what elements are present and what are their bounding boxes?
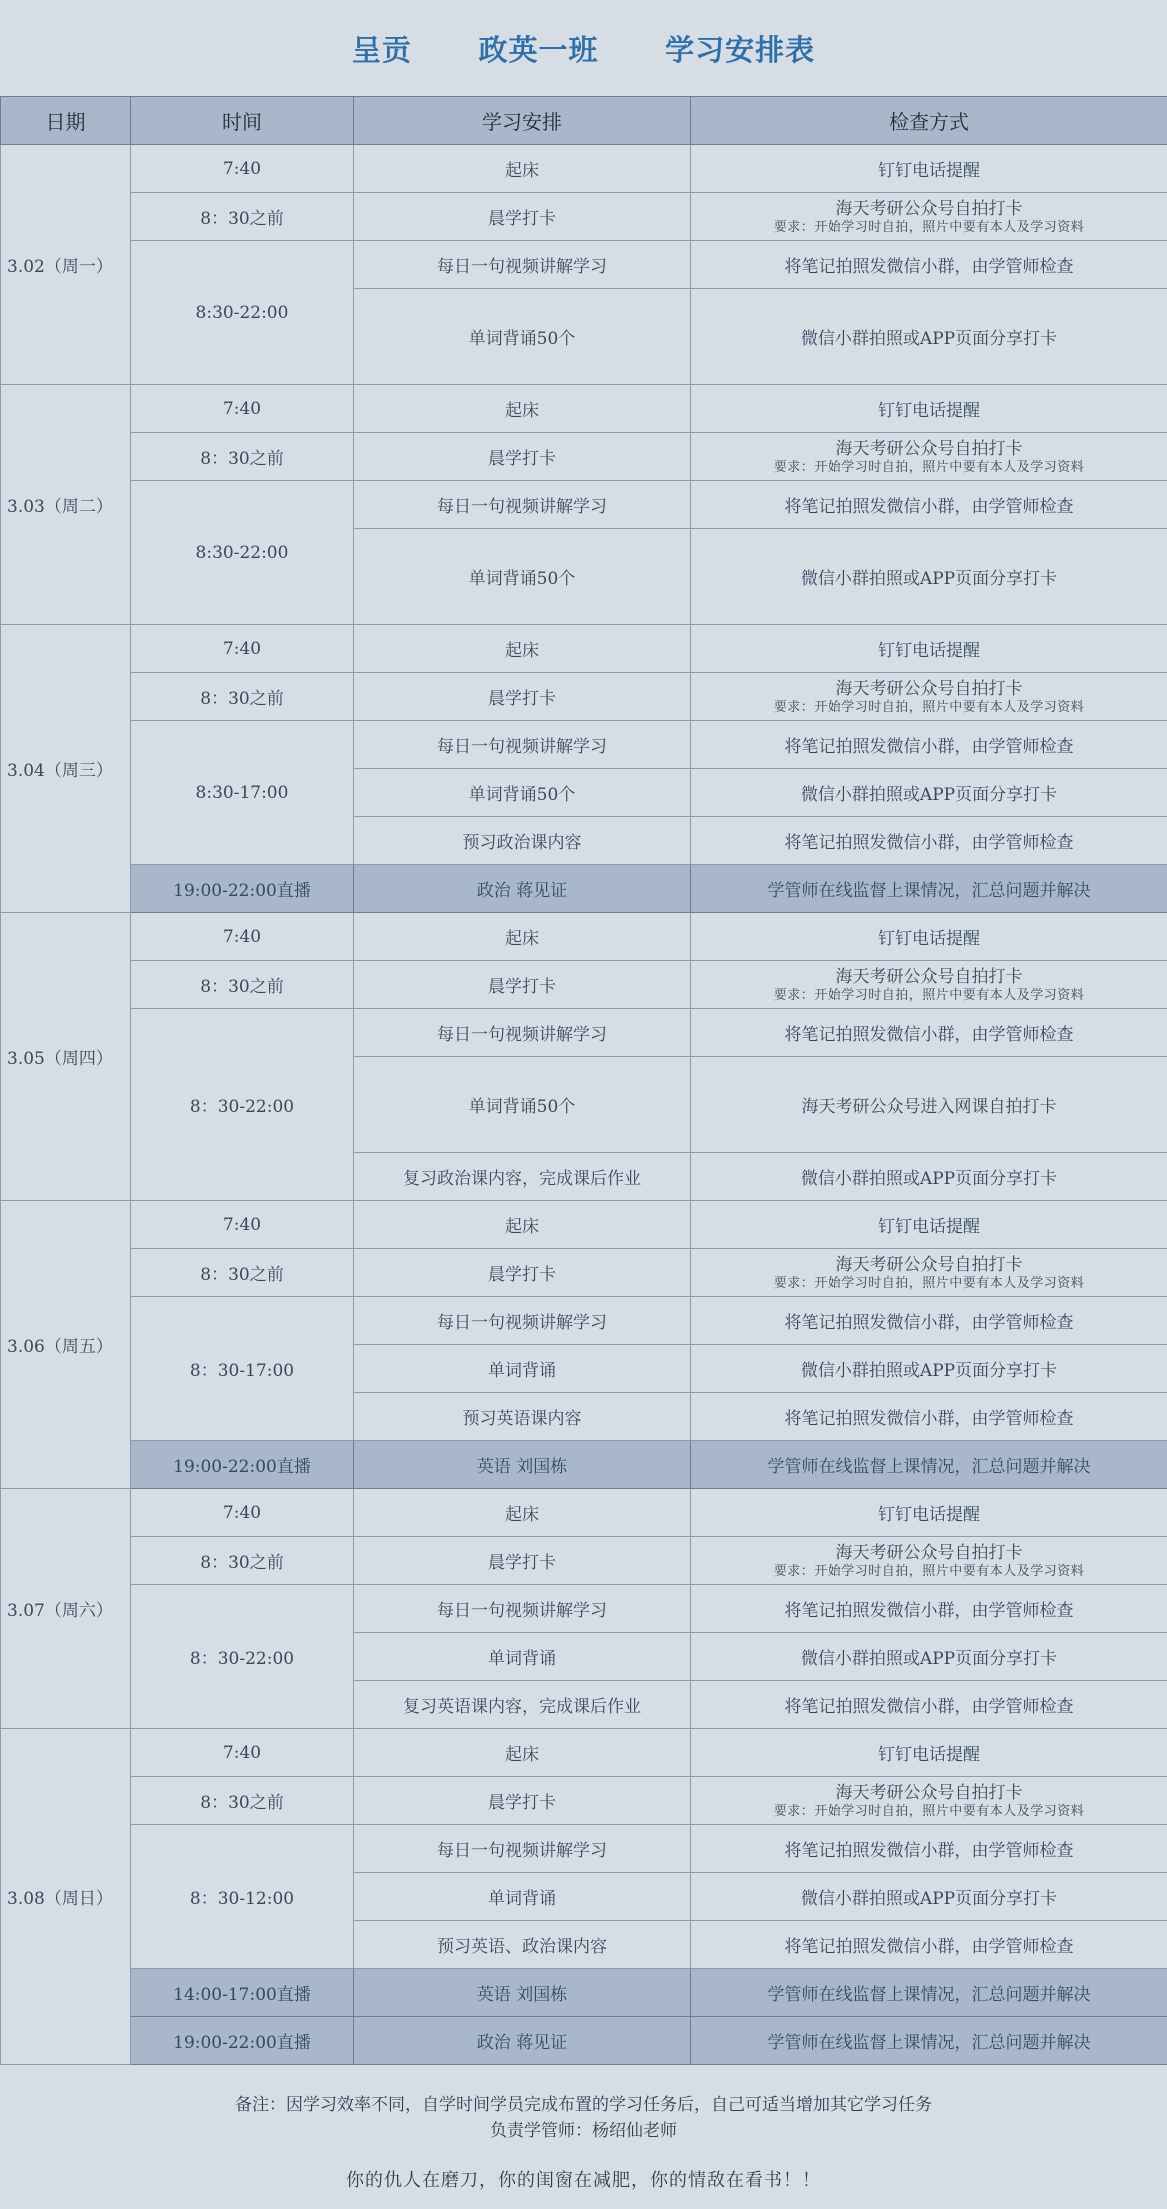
check-cell: 微信小群拍照或APP页面分享打卡	[691, 1153, 1167, 1201]
plan-cell: 复习英语课内容，完成课后作业	[354, 1681, 691, 1729]
time-cell: 7:40	[131, 145, 354, 193]
check-cell: 钉钉电话提醒	[691, 385, 1167, 433]
table-row	[1, 385, 1167, 433]
time-cell: 7:40	[131, 385, 354, 433]
plan-cell: 起床	[354, 1489, 691, 1537]
plan-cell: 晨学打卡	[354, 961, 691, 1009]
table-row	[1, 1777, 1167, 1825]
time-cell: 8:30-22:00	[131, 481, 354, 625]
footer	[0, 2064, 1167, 2209]
check-cell: 钉钉电话提醒	[691, 913, 1167, 961]
table-row	[1, 481, 1167, 529]
check-main: 海天考研公众号自拍打卡	[835, 966, 1023, 987]
table-row	[1, 433, 1167, 481]
table-row	[1, 1009, 1167, 1057]
plan-cell: 每日一句视频讲解学习	[354, 241, 691, 289]
time-cell: 8：30之前	[131, 433, 354, 481]
plan-cell: 晨学打卡	[354, 1537, 691, 1585]
plan-cell: 复习政治课内容，完成课后作业	[354, 1153, 691, 1201]
time-cell: 8：30-17:00	[131, 1297, 354, 1441]
check-main: 海天考研公众号自拍打卡	[835, 1542, 1023, 1563]
check-main: 海天考研公众号自拍打卡	[835, 198, 1023, 219]
time-cell: 8：30之前	[131, 193, 354, 241]
check-cell: 将笔记拍照发微信小群，由学管师检查	[691, 1921, 1167, 1969]
plan-cell: 单词背诵50个	[354, 529, 691, 625]
table-row	[1, 145, 1167, 193]
time-cell: 19:00-22:00直播	[131, 2017, 354, 2065]
table-row	[1, 1825, 1167, 1873]
live-class-row	[1, 1969, 1167, 2017]
check-cell: 微信小群拍照或APP页面分享打卡	[691, 1345, 1167, 1393]
time-cell: 8：30之前	[131, 961, 354, 1009]
check-cell: 学管师在线监督上课情况，汇总问题并解决	[691, 2017, 1167, 2065]
plan-cell: 晨学打卡	[354, 673, 691, 721]
time-cell: 7:40	[131, 913, 354, 961]
check-cell: 学管师在线监督上课情况，汇总问题并解决	[691, 865, 1167, 913]
check-note: 要求：开始学习时自拍，照片中要有本人及学习资料	[773, 987, 1085, 1003]
plan-cell: 起床	[354, 385, 691, 433]
plan-cell: 起床	[354, 625, 691, 673]
check-cell: 钉钉电话提醒	[691, 1729, 1167, 1777]
check-cell: 将笔记拍照发微信小群，由学管师检查	[691, 241, 1167, 289]
plan-cell: 起床	[354, 1201, 691, 1249]
check-note: 要求：开始学习时自拍，照片中要有本人及学习资料	[773, 1803, 1085, 1819]
table-row	[1, 1297, 1167, 1345]
plan-cell: 政治 蒋见证	[354, 865, 691, 913]
check-cell: 学管师在线监督上课情况，汇总问题并解决	[691, 1441, 1167, 1489]
plan-cell: 晨学打卡	[354, 433, 691, 481]
check-cell: 微信小群拍照或APP页面分享打卡	[691, 1873, 1167, 1921]
plan-cell: 每日一句视频讲解学习	[354, 1825, 691, 1873]
check-cell	[691, 961, 1167, 1009]
plan-cell: 起床	[354, 1729, 691, 1777]
check-cell: 将笔记拍照发微信小群，由学管师检查	[691, 817, 1167, 865]
plan-cell: 每日一句视频讲解学习	[354, 1585, 691, 1633]
time-cell: 7:40	[131, 1729, 354, 1777]
check-cell: 钉钉电话提醒	[691, 145, 1167, 193]
plan-cell: 英语 刘国栋	[354, 1441, 691, 1489]
time-cell: 8:30-22:00	[131, 241, 354, 385]
check-note: 要求：开始学习时自拍，照片中要有本人及学习资料	[773, 219, 1085, 235]
check-cell: 微信小群拍照或APP页面分享打卡	[691, 1633, 1167, 1681]
check-note: 要求：开始学习时自拍，照片中要有本人及学习资料	[773, 1563, 1085, 1579]
check-cell	[691, 1537, 1167, 1585]
table-row	[1, 1489, 1167, 1537]
check-cell: 钉钉电话提醒	[691, 625, 1167, 673]
plan-cell: 每日一句视频讲解学习	[354, 721, 691, 769]
time-cell: 7:40	[131, 1489, 354, 1537]
plan-cell: 每日一句视频讲解学习	[354, 1297, 691, 1345]
live-class-row	[1, 865, 1167, 913]
live-class-row	[1, 1441, 1167, 1489]
page-title: 呈贡 政英一班 学习安排表	[351, 32, 816, 67]
date-cell: 3.02（周一）	[1, 145, 131, 385]
table-row	[1, 1249, 1167, 1297]
plan-cell: 单词背诵50个	[354, 289, 691, 385]
footer-note: 备注：因学习效率不同，自学时间学员完成布置的学习任务后，自己可适当增加其它学习任务	[235, 2095, 932, 2115]
plan-cell: 政治 蒋见证	[354, 2017, 691, 2065]
check-cell	[691, 1777, 1167, 1825]
plan-cell: 预习英语、政治课内容	[354, 1921, 691, 1969]
footer-motto: 你的仇人在磨刀，你的闺窗在减肥，你的情敌在看书！！	[346, 2170, 821, 2191]
time-cell: 8：30-22:00	[131, 1009, 354, 1201]
table-row	[1, 241, 1167, 289]
check-cell	[691, 193, 1167, 241]
check-cell: 将笔记拍照发微信小群，由学管师检查	[691, 1585, 1167, 1633]
check-cell	[691, 1249, 1167, 1297]
date-cell: 3.03（周二）	[1, 385, 131, 625]
plan-cell: 晨学打卡	[354, 1777, 691, 1825]
header-plan: 学习安排	[354, 97, 691, 145]
time-cell: 19:00-22:00直播	[131, 1441, 354, 1489]
plan-cell: 晨学打卡	[354, 193, 691, 241]
plan-cell: 晨学打卡	[354, 1249, 691, 1297]
table-row	[1, 1537, 1167, 1585]
footer-teacher: 负责学管师：杨绍仙老师	[490, 2121, 677, 2141]
time-cell: 8：30之前	[131, 1777, 354, 1825]
plan-cell: 单词背诵50个	[354, 1057, 691, 1153]
check-cell: 学管师在线监督上课情况，汇总问题并解决	[691, 1969, 1167, 2017]
time-cell: 8：30-12:00	[131, 1825, 354, 1969]
check-note: 要求：开始学习时自拍，照片中要有本人及学习资料	[773, 1275, 1085, 1291]
check-cell	[691, 673, 1167, 721]
check-main: 海天考研公众号自拍打卡	[835, 678, 1023, 699]
date-cell: 3.05（周四）	[1, 913, 131, 1201]
plan-cell: 预习英语课内容	[354, 1393, 691, 1441]
table-row	[1, 625, 1167, 673]
check-cell	[691, 433, 1167, 481]
live-class-row	[1, 2017, 1167, 2065]
check-note: 要求：开始学习时自拍，照片中要有本人及学习资料	[773, 459, 1085, 475]
check-main: 海天考研公众号自拍打卡	[835, 438, 1023, 459]
date-cell: 3.04（周三）	[1, 625, 131, 913]
check-cell: 钉钉电话提醒	[691, 1201, 1167, 1249]
table-row	[1, 1729, 1167, 1777]
time-cell: 7:40	[131, 1201, 354, 1249]
table-row	[1, 193, 1167, 241]
time-cell: 7:40	[131, 625, 354, 673]
table-row	[1, 721, 1167, 769]
check-cell: 钉钉电话提醒	[691, 1489, 1167, 1537]
check-cell: 微信小群拍照或APP页面分享打卡	[691, 529, 1167, 625]
check-main: 海天考研公众号自拍打卡	[835, 1782, 1023, 1803]
schedule-table	[0, 96, 1167, 2065]
check-cell: 将笔记拍照发微信小群，由学管师检查	[691, 1681, 1167, 1729]
date-cell: 3.06（周五）	[1, 1201, 131, 1489]
check-note: 要求：开始学习时自拍，照片中要有本人及学习资料	[773, 699, 1085, 715]
time-cell: 8：30之前	[131, 673, 354, 721]
plan-cell: 每日一句视频讲解学习	[354, 481, 691, 529]
check-cell: 微信小群拍照或APP页面分享打卡	[691, 769, 1167, 817]
plan-cell: 起床	[354, 913, 691, 961]
check-cell: 微信小群拍照或APP页面分享打卡	[691, 289, 1167, 385]
plan-cell: 单词背诵50个	[354, 769, 691, 817]
check-cell: 将笔记拍照发微信小群，由学管师检查	[691, 721, 1167, 769]
check-cell: 将笔记拍照发微信小群，由学管师检查	[691, 1393, 1167, 1441]
header-row	[1, 97, 1167, 145]
plan-cell: 每日一句视频讲解学习	[354, 1009, 691, 1057]
time-cell: 14:00-17:00直播	[131, 1969, 354, 2017]
date-cell: 3.07（周六）	[1, 1489, 131, 1729]
plan-cell: 英语 刘国栋	[354, 1969, 691, 2017]
time-cell: 8：30之前	[131, 1537, 354, 1585]
header-date: 日期	[1, 97, 131, 145]
check-cell: 海天考研公众号进入网课自拍打卡	[691, 1057, 1167, 1153]
check-cell: 将笔记拍照发微信小群，由学管师检查	[691, 481, 1167, 529]
header-time: 时间	[131, 97, 354, 145]
date-cell: 3.08（周日）	[1, 1729, 131, 2065]
plan-cell: 单词背诵	[354, 1633, 691, 1681]
check-cell: 将笔记拍照发微信小群，由学管师检查	[691, 1297, 1167, 1345]
table-row	[1, 1585, 1167, 1633]
table-row	[1, 961, 1167, 1009]
table-row	[1, 913, 1167, 961]
time-cell: 8：30之前	[131, 1249, 354, 1297]
header-check: 检查方式	[691, 97, 1167, 145]
check-main: 海天考研公众号自拍打卡	[835, 1254, 1023, 1275]
time-cell: 19:00-22:00直播	[131, 865, 354, 913]
plan-cell: 单词背诵	[354, 1345, 691, 1393]
time-cell: 8：30-22:00	[131, 1585, 354, 1729]
check-cell: 将笔记拍照发微信小群，由学管师检查	[691, 1009, 1167, 1057]
table-row	[1, 673, 1167, 721]
plan-cell: 预习政治课内容	[354, 817, 691, 865]
time-cell: 8:30-17:00	[131, 721, 354, 865]
check-cell: 将笔记拍照发微信小群，由学管师检查	[691, 1825, 1167, 1873]
plan-cell: 起床	[354, 145, 691, 193]
table-row	[1, 1201, 1167, 1249]
plan-cell: 单词背诵	[354, 1873, 691, 1921]
